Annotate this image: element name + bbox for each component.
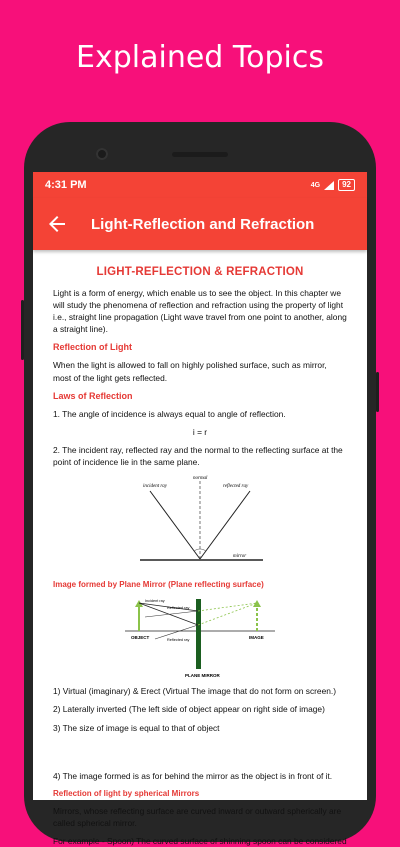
spherical-heading: Reflection of light by spherical Mirrors — [53, 788, 200, 798]
front-camera — [96, 148, 108, 160]
image-property-1: 1) Virtual (imaginary) & Erect (Virtual The image that do not form on screen.) — [53, 686, 337, 697]
earpiece-speaker — [172, 152, 228, 157]
plane-mirror-diagram — [115, 595, 285, 681]
phone-screen — [33, 172, 367, 846]
intro-paragraph: Light is a form of energy, which enable us to see the object. In this chapter we will study the phenomena of reflection and refraction using the property of light i.e., straight line propagation (Light wave travel from one point to another, along a straight line). — [53, 287, 347, 335]
article-title: LIGHT-REFLECTION & REFRACTION — [96, 266, 304, 278]
diagram-mirror-label: mirror — [233, 553, 247, 559]
battery-icon: 92 — [338, 179, 355, 191]
page-title: Light-Reflection and Refraction — [91, 215, 315, 233]
diagram-image-label: IMAGE — [249, 635, 264, 641]
diagram-reflected-label: reflected ray — [223, 483, 249, 489]
diagram-normal-label: normal — [193, 475, 208, 481]
reflection-diagram — [135, 473, 265, 573]
status-icons — [311, 179, 355, 191]
image-property-2: 2) Laterally inverted (The left side of object appear on right side of image) — [53, 704, 325, 715]
power-button — [376, 372, 379, 412]
law-1: 1. The angle of incidence is always equal to angle of reflection. — [53, 408, 286, 419]
diagram-object-label: OBJECT — [131, 635, 150, 641]
promo-title: Explained Topics — [76, 40, 324, 75]
status-bar — [33, 172, 367, 198]
law-2: 2. The incident ray, reflected ray and the normal to the reflecting surface at the point of incidence lie in the same plane. — [53, 445, 343, 468]
diagram-plane-mirror-label: PLANE MIRROR — [185, 673, 220, 679]
laws-heading: Laws of Reflection — [53, 390, 133, 401]
volume-button — [21, 300, 24, 360]
diagram-incident-label: incident ray — [143, 483, 168, 489]
network-label: 4G — [310, 181, 321, 189]
status-time: 4:31 PM — [45, 179, 87, 191]
spacer — [53, 740, 347, 770]
diagram-incident-ray-label: Incident ray — [145, 599, 165, 604]
example-paragraph: For example - Spoon) The curved surface of shinning spoon can be considered — [53, 835, 347, 846]
app-bar — [33, 198, 367, 250]
image-property-4: 4) The image formed is as for behind the mirror as the object is in front of it. — [53, 770, 333, 781]
reflection-heading: Reflection of Light — [53, 342, 132, 353]
article-content — [33, 250, 367, 847]
diagram-reflected-ray-label: Reflected ray — [167, 606, 190, 611]
image-property-3: 3) The size of image is equal to that of object — [53, 722, 220, 733]
spherical-paragraph: Mirrors, whose reflecting surface are curved inward or outward spherically are called spherical mirror. — [53, 805, 342, 828]
diagram-reflected-ray-lower-label: Reflected ray — [167, 638, 190, 643]
arrow-left-icon[interactable] — [45, 212, 69, 236]
signal-icon — [324, 181, 334, 190]
law-equation: i = r — [192, 427, 208, 438]
reflection-paragraph: When the light is allowed to fall on highly polished surface, such as mirror, most of the light gets reflected. — [53, 360, 327, 383]
plane-mirror-heading: Image formed by Plane Mirror (Plane reflecting surface) — [53, 579, 264, 589]
